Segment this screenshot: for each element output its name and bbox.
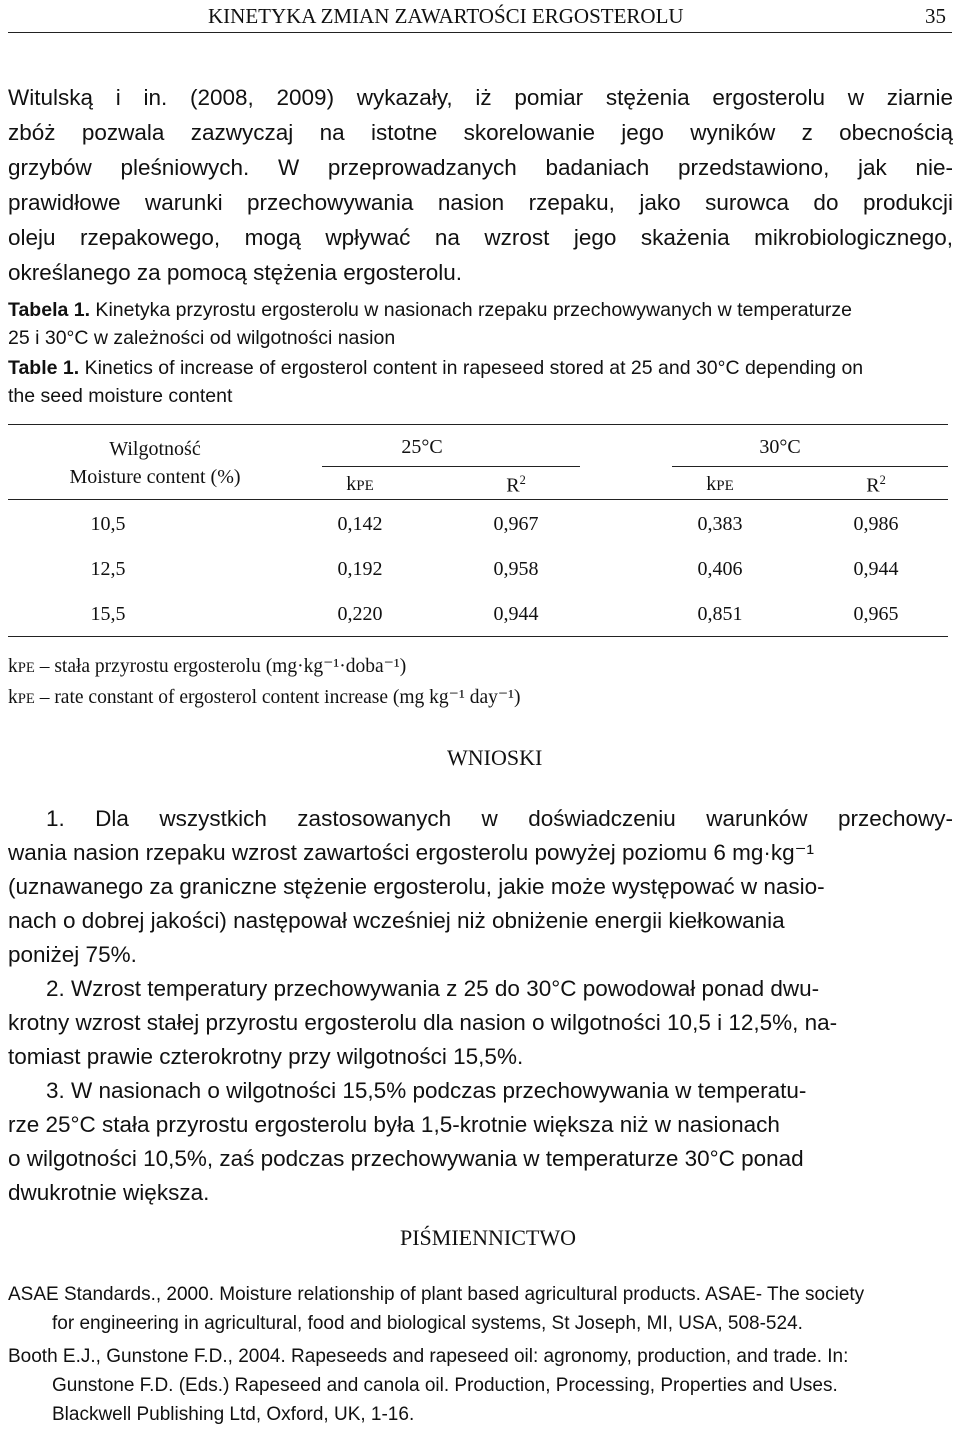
conclusion-line: 3. W nasionach o wilgotności 15,5% podczas przechowywania w temperatu- <box>46 1078 807 1103</box>
conclusion-line: wania nasion rzepaku wzrost zawartości ergosterolu powyżej poziomu 6 mg·kg⁻¹ <box>8 840 814 865</box>
table-group-rule-30 <box>672 466 948 467</box>
page-number: 35 <box>925 4 946 28</box>
note-pl <box>8 652 520 683</box>
conclusion-line: rze 25°C stała przyrostu ergosterolu była 1,5-krotnie większa niż w nasionach <box>8 1112 780 1137</box>
conclusion-line: (uznawanego za graniczne stężenie ergosterolu, jakie może występować w nasio- <box>8 874 825 899</box>
r-superscript: 2 <box>519 473 526 487</box>
section-heading-text: WNIOSKI <box>447 745 543 770</box>
k-subscript: PE <box>716 478 734 494</box>
conclusion-line: tomiast prawie czterokrotny przy wilgotności 15,5%. <box>8 1044 524 1069</box>
table-header-moisture-pl: Wilgotność <box>109 438 201 460</box>
cell-r30: 0,965 <box>853 603 899 625</box>
table-header-temp-30: 30°C <box>759 436 801 458</box>
k-subscript: PE <box>17 660 35 676</box>
cell-r25: 0,967 <box>493 513 539 535</box>
k-subscript: PE <box>356 478 374 494</box>
k-symbol: k <box>8 656 18 677</box>
cell-moisture: 12,5 <box>90 558 126 580</box>
reference-line: ASAE Standards., 2000. Moisture relationship of plant based agricultural products. ASAE- The society <box>8 1284 865 1305</box>
k-symbol: k <box>706 473 717 495</box>
text-line: Witulską i in. (2008, 2009) wykazały, iż pomiar stężenia ergosterolu w ziarnie <box>8 85 953 110</box>
reference-item <box>8 1280 953 1338</box>
caption-text: Kinetics of increase of ergosterol content in rapeseed stored at 25 and 30°C depending on <box>79 357 864 379</box>
section-heading-text: PIŚMIENNICTWO <box>400 1225 576 1250</box>
table-caption-pl <box>8 296 953 352</box>
text-line: oleju rzepakowego, mogą wpływać na wzrost jego skażenia mikrobiologicznego, <box>8 225 953 250</box>
note-en <box>8 683 520 714</box>
k-subscript: PE <box>17 691 35 707</box>
note-text: – rate constant of ergosterol content increase (mg kg⁻¹ day⁻¹) <box>39 687 521 708</box>
reference-line: Blackwell Publishing Ltd, Oxford, UK, 1-16. <box>52 1404 415 1425</box>
table-top-rule <box>8 424 948 425</box>
table-notes <box>8 652 520 714</box>
cell-k30: 0,383 <box>697 513 743 535</box>
text-line: zbóż pozwala zazwyczaj na istotne skorelowanie jego wyników z obecnością <box>8 120 953 145</box>
table-header-moisture-en: Moisture content (%) <box>69 466 241 488</box>
conclusion-line: poniżej 75%. <box>8 942 137 967</box>
table-header-k-30 <box>660 473 780 496</box>
k-symbol: k <box>8 687 18 708</box>
cell-k30: 0,406 <box>697 558 743 580</box>
k-symbol: k <box>346 473 357 495</box>
reference-item <box>8 1342 953 1429</box>
cell-k25: 0,142 <box>337 513 383 535</box>
conclusion-line: krotny wzrost stałej przyrostu ergosterolu dla nasion o wilgotności 10,5 i 12,5%, na- <box>8 1010 838 1035</box>
text-line: określanego za pomocą stężenia ergosterolu. <box>8 260 463 285</box>
caption-label: Tabela 1. <box>8 299 91 321</box>
intro-paragraph <box>8 80 953 290</box>
references-list <box>8 1280 953 1429</box>
cell-moisture: 15,5 <box>90 603 126 625</box>
cell-r25: 0,958 <box>493 558 539 580</box>
reference-line: Gunstone F.D. (Eds.) Rapeseed and canola oil. Production, Processing, Properties and Uses. <box>52 1375 838 1396</box>
table-header-k-25 <box>300 473 420 496</box>
caption-text: 25 i 30°C w zależności od wilgotności nasion <box>8 327 396 349</box>
cell-r25: 0,944 <box>493 603 539 625</box>
caption-text: the seed moisture content <box>8 385 233 407</box>
reference-line: for engineering in agricultural, food and biological systems, St Joseph, MI, USA, 508-524. <box>52 1313 803 1334</box>
conclusion-line: o wilgotności 10,5%, zaś podczas przechowywania w temperaturze 30°C ponad <box>8 1146 804 1171</box>
table-header-rule <box>8 499 948 500</box>
r-symbol: R <box>866 474 880 497</box>
running-header-title: KINETYKA ZMIAN ZAWARTOŚCI ERGOSTEROLU <box>208 4 684 28</box>
conclusion-line: 2. Wzrost temperatury przechowywania z 25 do 30°C powodował ponad dwu- <box>46 976 820 1001</box>
conclusion-line: dwukrotnie większa. <box>8 1180 210 1205</box>
note-text: – stała przyrostu ergosterolu (mg·kg⁻¹·doba⁻¹) <box>39 656 407 677</box>
r-symbol: R <box>506 474 520 497</box>
conclusion-line: 1. Dla wszystkich zastosowanych w doświadczeniu warunków przechowy- <box>46 806 953 831</box>
text-line: prawidłowe warunki przechowywania nasion rzepaku, jako surowca do produkcji <box>8 190 953 215</box>
table-bottom-rule <box>8 636 948 637</box>
cell-r30: 0,944 <box>853 558 899 580</box>
conclusions-list <box>8 802 953 1210</box>
cell-r30: 0,986 <box>853 513 899 535</box>
table-header-r2-30 <box>816 473 936 498</box>
text-line: grzybów pleśniowych. W przeprowadzanych badaniach przedstawiono, jak nie- <box>8 155 953 180</box>
cell-k25: 0,192 <box>337 558 383 580</box>
table-group-rule-25 <box>322 466 580 467</box>
cell-k25: 0,220 <box>337 603 383 625</box>
table-header-r2-25 <box>456 473 576 498</box>
conclusion-line: nach o dobrej jakości) następował wcześniej niż obniżenie energii kiełkowania <box>8 908 785 933</box>
running-header <box>8 0 952 33</box>
caption-text: Kinetyka przyrostu ergosterolu w nasionach rzepaku przechowywanych w temperaturze <box>90 299 852 321</box>
table-caption-en <box>8 354 953 410</box>
reference-line: Booth E.J., Gunstone F.D., 2004. Rapeseeds and rapeseed oil: agronomy, production, and trade. In: <box>8 1346 849 1367</box>
r-superscript: 2 <box>879 473 886 487</box>
cell-k30: 0,851 <box>697 603 743 625</box>
table-header-temp-25: 25°C <box>401 436 443 458</box>
caption-label: Table 1. <box>8 357 80 379</box>
cell-moisture: 10,5 <box>90 513 126 535</box>
